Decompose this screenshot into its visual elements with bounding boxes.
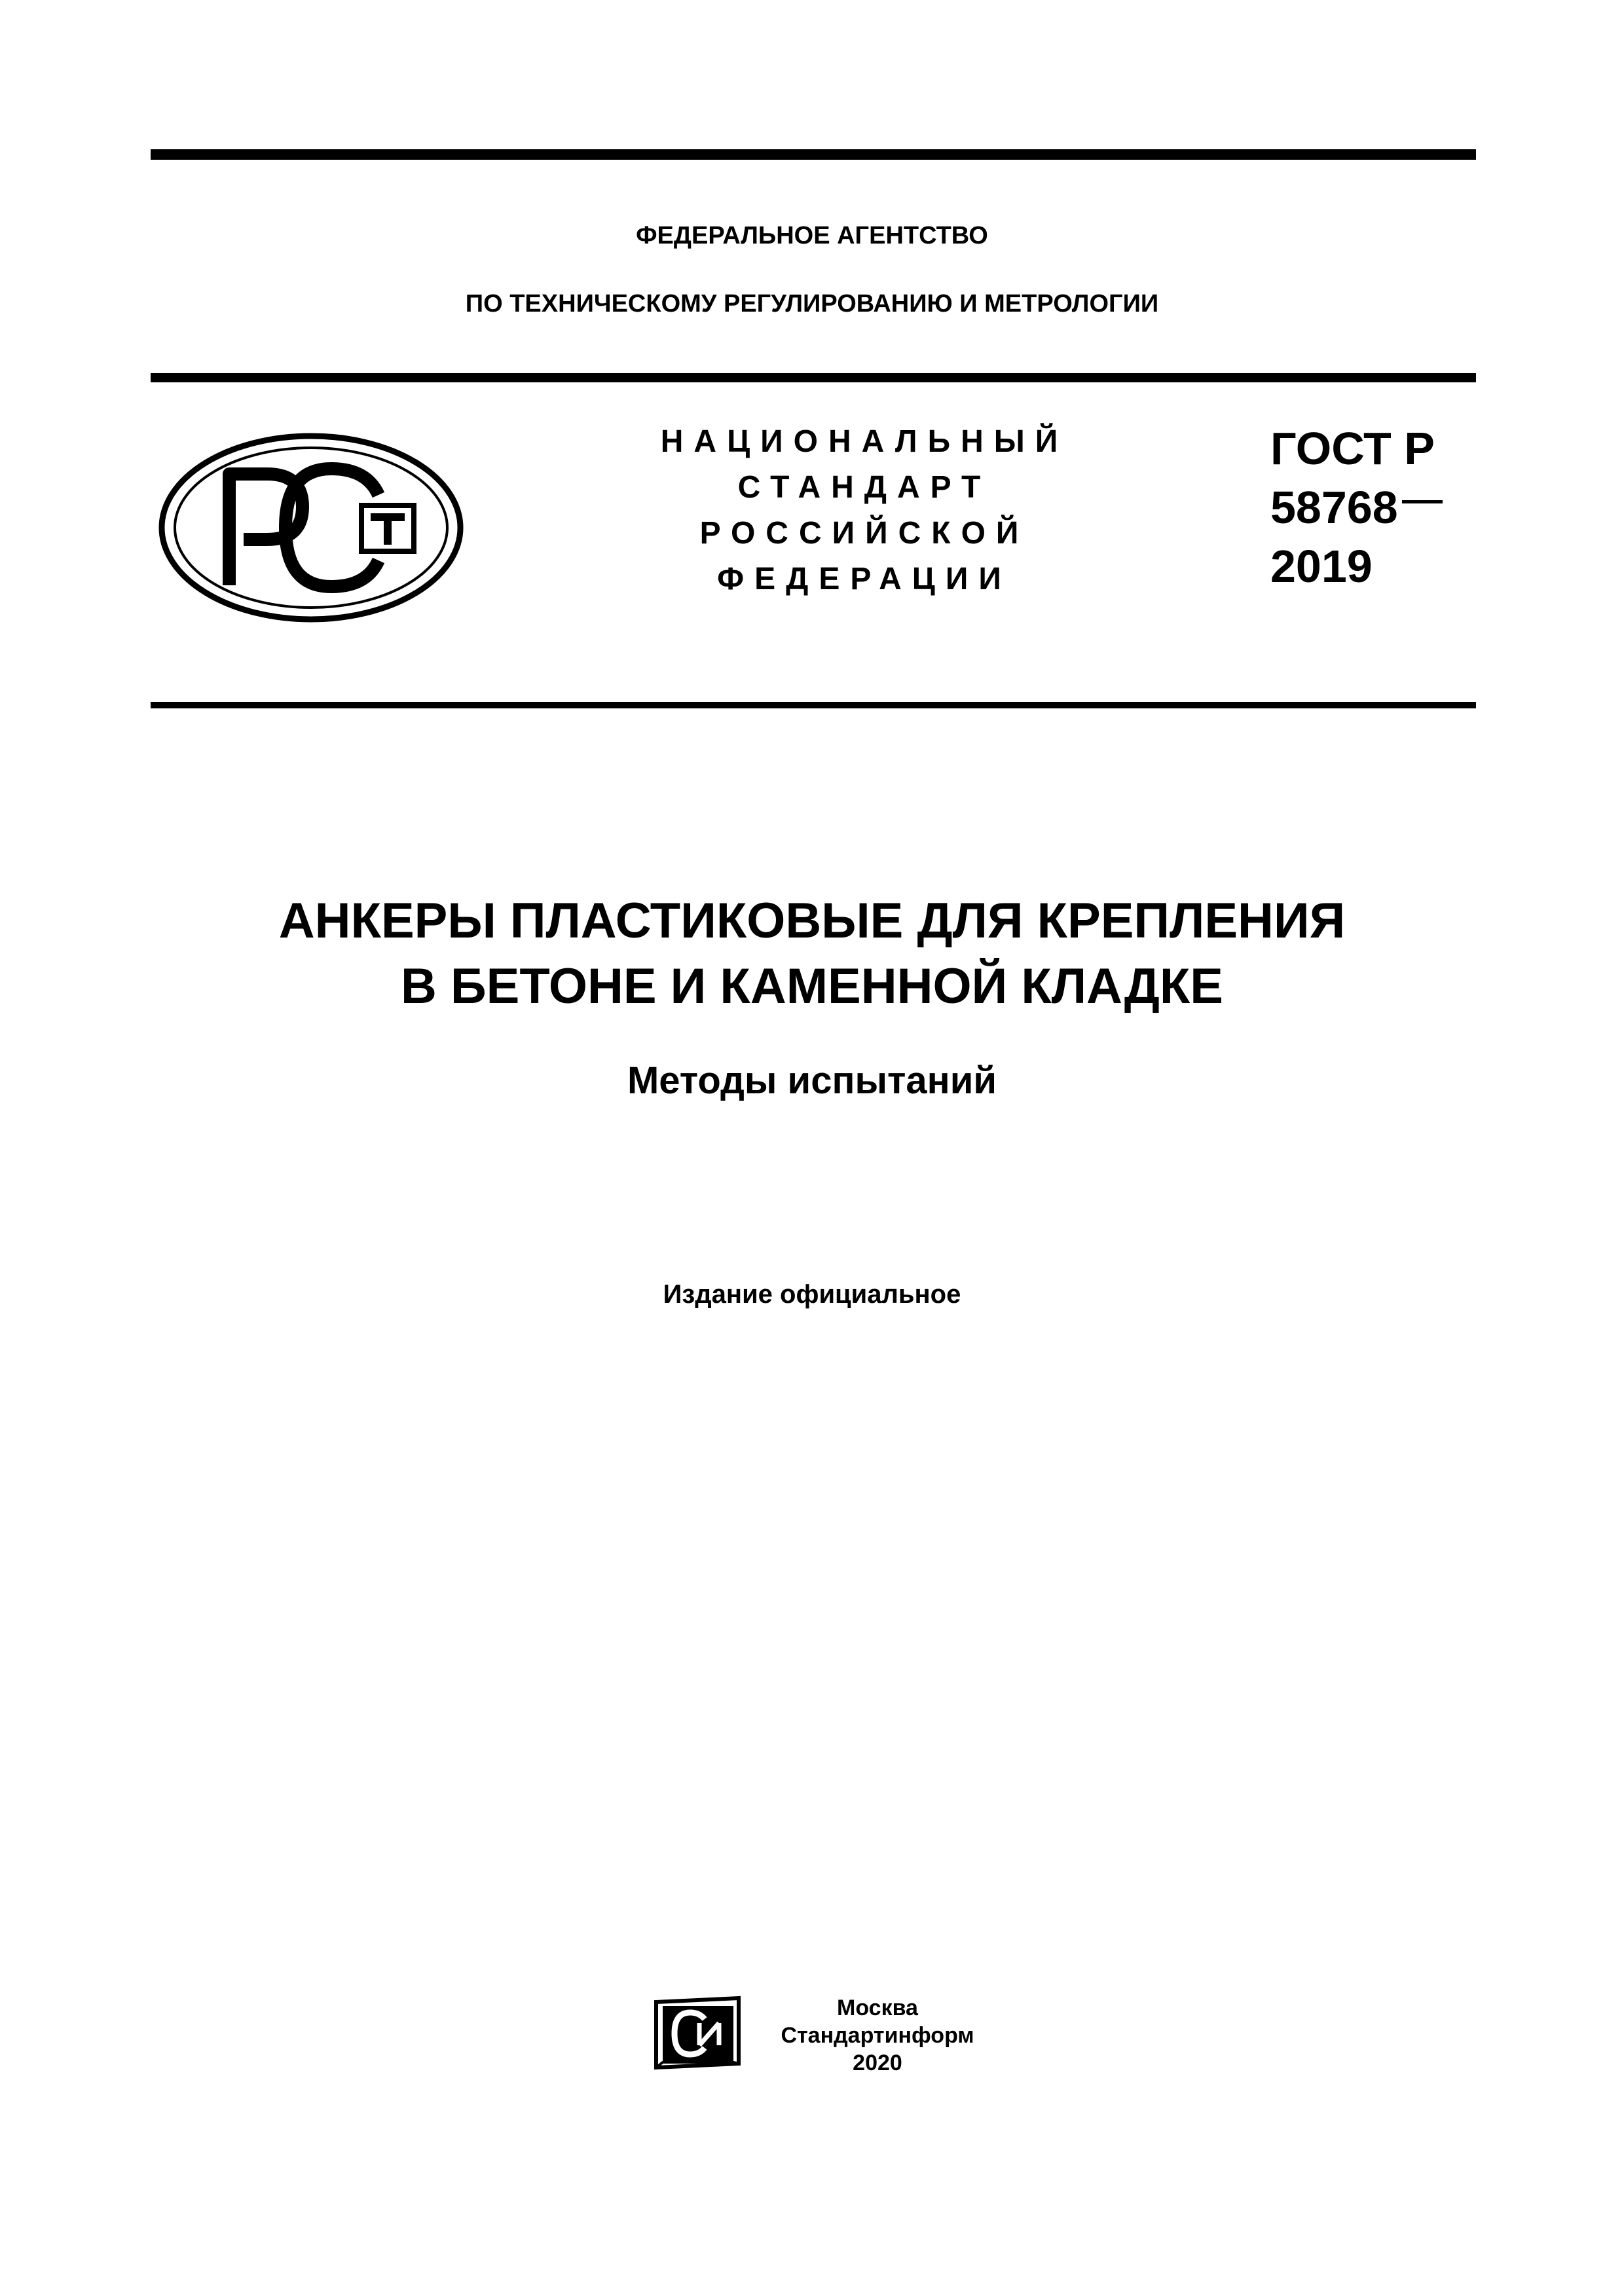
edition-note: Издание официальное (663, 1280, 961, 1309)
middle-rule (151, 373, 1476, 382)
top-rule (151, 149, 1476, 160)
lower-rule (151, 702, 1476, 708)
standard-type-line-3: РОССИЙСКОЙ (699, 516, 1029, 551)
designation-number: 58768 (1270, 482, 1398, 533)
designation-year: 2019 (1270, 541, 1373, 592)
designation-prefix: ГОСТ Р (1270, 423, 1435, 474)
rst-certification-mark-icon (157, 429, 465, 626)
standard-designation (1270, 419, 1480, 596)
standard-type (616, 419, 1113, 602)
standard-type-line-2: СТАНДАРТ (737, 470, 991, 505)
standard-type-line-1: НАЦИОНАЛЬНЫЙ (660, 424, 1069, 459)
standartinform-logo-icon (648, 1995, 747, 2071)
agency-name-line-2: ПО ТЕХНИЧЕСКОМУ РЕГУЛИРОВАНИЮ И МЕТРОЛОГИИ (465, 290, 1159, 318)
standard-type-line-4: ФЕДЕРАЦИИ (717, 562, 1012, 596)
agency-name-line-1: ФЕДЕРАЛЬНОЕ АГЕНТСТВО (636, 222, 988, 249)
document-title-line-1: АНКЕРЫ ПЛАСТИКОВЫЕ ДЛЯ КРЕПЛЕНИЯ (278, 893, 1346, 949)
designation-number-row (1270, 478, 1480, 537)
publisher-info (766, 1994, 989, 2077)
document-subtitle: Методы испытаний (627, 1059, 997, 1102)
document-title-line-2: В БЕТОНЕ И КАМЕННОЙ КЛАДКЕ (401, 958, 1223, 1014)
designation-dash (1402, 500, 1443, 503)
publisher-name: Стандартинформ (781, 2023, 974, 2048)
publisher-city: Москва (837, 1995, 918, 2020)
publication-year: 2020 (853, 2050, 902, 2075)
